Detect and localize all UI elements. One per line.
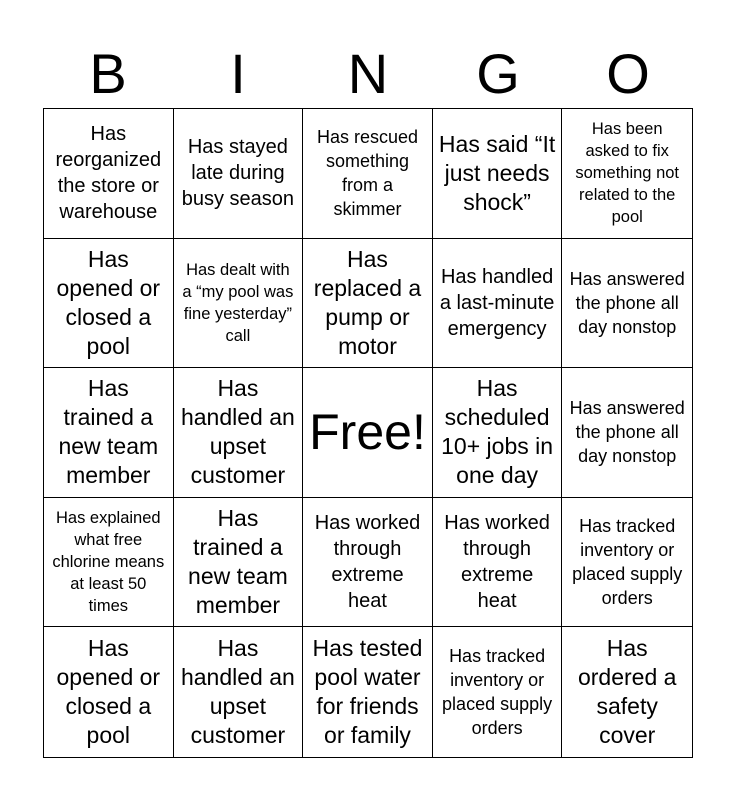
cell-text: Has scheduled 10+ jobs in one day: [441, 375, 554, 489]
bingo-cell[interactable]: [303, 109, 433, 239]
cell-text: Has stayed late during busy season: [181, 136, 295, 211]
bingo-cell[interactable]: [433, 498, 563, 628]
bingo-cell[interactable]: [303, 498, 433, 628]
bingo-cell[interactable]: [562, 109, 692, 239]
cell-text: Has handled an upset customer: [180, 375, 295, 489]
bingo-cell[interactable]: [44, 239, 174, 369]
bingo-cell[interactable]: [433, 627, 563, 757]
cell-text: Has worked through extreme heat: [444, 512, 550, 613]
bingo-cell[interactable]: [44, 368, 174, 498]
cell-text: Has ordered a safety cover: [577, 635, 677, 749]
cell-text: Has handled a last-minute emergency: [439, 265, 555, 340]
bingo-cell[interactable]: [174, 627, 304, 757]
bingo-cell[interactable]: [562, 239, 692, 369]
free-space-text: Free!: [309, 404, 426, 461]
cell-text: Has reorganized the store or warehouse: [55, 123, 162, 224]
bingo-cell[interactable]: [303, 627, 433, 757]
bingo-cell[interactable]: [174, 368, 304, 498]
cell-text: Has trained a new team member: [188, 505, 288, 619]
header-letter-b: B: [89, 42, 127, 105]
bingo-cell[interactable]: [433, 109, 563, 239]
bingo-board: [43, 108, 693, 758]
header-letter-n: N: [347, 42, 389, 105]
header-letter-g: G: [476, 42, 520, 105]
bingo-cell[interactable]: [174, 239, 304, 369]
bingo-cell[interactable]: [44, 109, 174, 239]
bingo-cell[interactable]: [562, 627, 692, 757]
bingo-cell[interactable]: [433, 239, 563, 369]
cell-text: Has tracked inventory or placed supply orders: [442, 646, 553, 739]
bingo-cell[interactable]: [562, 368, 692, 498]
cell-text: Has tracked inventory or placed supply orders: [572, 516, 683, 609]
cell-text: Has trained a new team member: [58, 375, 159, 489]
cell-text: Has explained what free chlorine means at least 50 times: [52, 509, 165, 616]
cell-text: Has tested pool water for friends or family: [312, 635, 423, 749]
cell-text: Has been asked to fix something not related to the pool: [575, 120, 680, 227]
bingo-cell[interactable]: [433, 368, 563, 498]
cell-text: Has replaced a pump or motor: [313, 245, 422, 359]
cell-text: Has opened or closed a pool: [56, 635, 161, 749]
cell-text: Has handled an upset customer: [180, 635, 295, 749]
bingo-header: [43, 40, 693, 108]
cell-text: Has answered the phone all day nonstop: [569, 398, 685, 467]
header-letter-i: I: [230, 42, 246, 105]
cell-text: Has opened or closed a pool: [56, 245, 161, 359]
bingo-cell[interactable]: [303, 239, 433, 369]
cell-text: Has said “It just needs shock”: [438, 130, 556, 215]
bingo-cell[interactable]: [174, 498, 304, 628]
free-space[interactable]: [303, 368, 433, 498]
bingo-cell[interactable]: [562, 498, 692, 628]
header-letter-o: O: [606, 42, 650, 105]
bingo-cell[interactable]: [174, 109, 304, 239]
cell-text: Has worked through extreme heat: [314, 512, 421, 613]
cell-text: Has dealt with a “my pool was fine yesterday” call: [182, 260, 294, 345]
cell-text: Has answered the phone all day nonstop: [569, 268, 685, 337]
bingo-cell[interactable]: [44, 627, 174, 757]
cell-text: Has rescued something from a skimmer: [316, 127, 419, 220]
bingo-cell[interactable]: [44, 498, 174, 628]
